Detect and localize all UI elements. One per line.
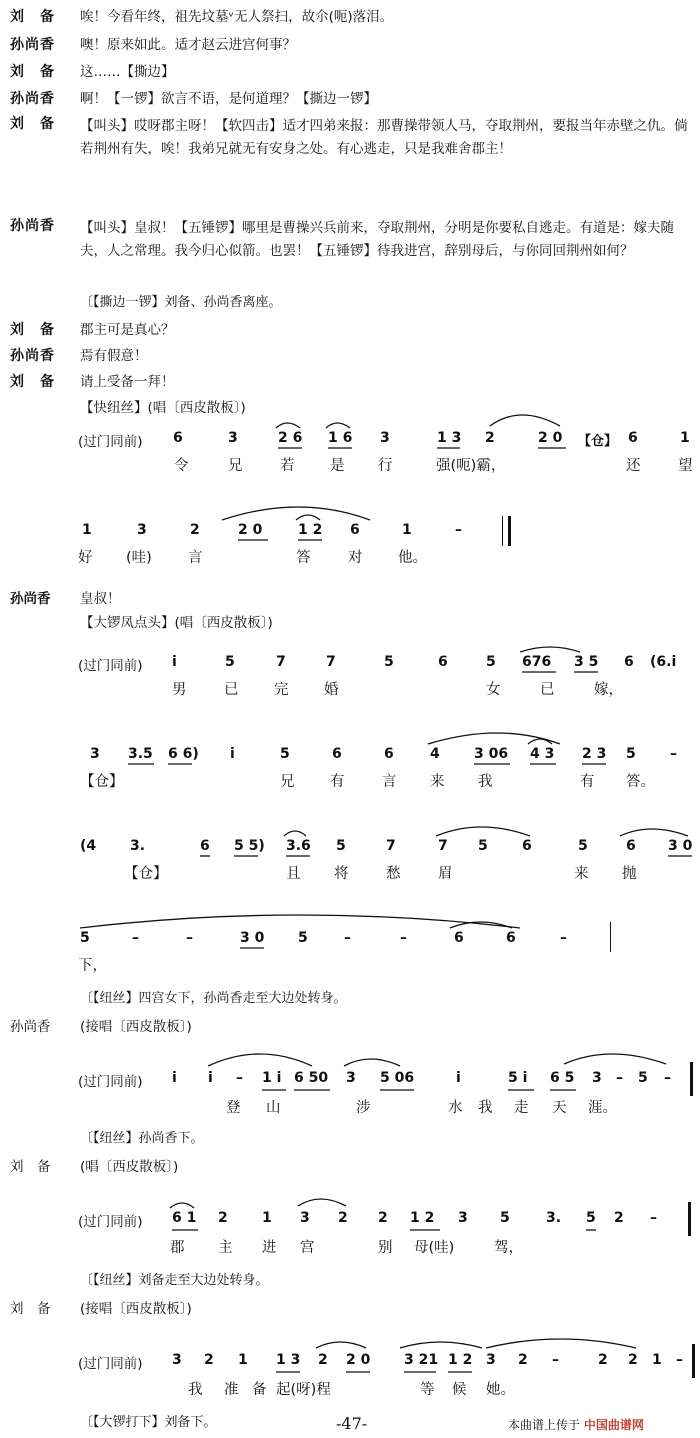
note: 5 — [578, 838, 588, 854]
note: 5 — [486, 654, 496, 670]
prelude-label: (过门同前) — [78, 1214, 143, 1230]
note: 5 — [280, 746, 290, 762]
speaker-name: 孙尚香 — [10, 348, 55, 364]
dialogue-line — [0, 321, 700, 341]
note: 3. — [546, 1210, 562, 1226]
lyric: 对 — [348, 550, 363, 566]
score-block-3 — [0, 1046, 700, 1126]
dialogue-line — [0, 347, 700, 367]
lyric: 抛 — [622, 866, 637, 882]
speaker-name-text: 孙尚香 — [10, 591, 51, 607]
lyric: 他。 — [398, 550, 427, 566]
lyric: 男 — [172, 682, 187, 698]
note: 5 — [638, 1070, 648, 1086]
note: 6 — [384, 746, 394, 762]
note: 3. — [130, 838, 146, 854]
score-block-4 — [0, 1188, 700, 1268]
speaker-name: 刘 备 — [10, 64, 55, 80]
note: 2 — [518, 1352, 528, 1368]
note: 3 0 — [668, 838, 693, 854]
note: 1 i — [262, 1070, 282, 1086]
note: 3 — [228, 430, 238, 446]
note: 3 5 — [574, 654, 599, 670]
note: 2 — [190, 522, 200, 538]
note: 2 — [628, 1352, 638, 1368]
note: 7 — [276, 654, 286, 670]
note: 3 — [346, 1070, 356, 1086]
stage-direction: 〔【纽丝】四宫女下，孙尚香走至大边处转身。 — [80, 991, 347, 1006]
lyric: 好 — [78, 550, 93, 566]
tune-heading: (接唱〔西皮散板〕) — [80, 1301, 192, 1317]
note: 2 — [204, 1352, 214, 1368]
lyric: 登 — [226, 1100, 241, 1116]
note: 3 0 — [240, 930, 265, 946]
lyric: 且 — [286, 866, 301, 882]
note: 2 — [338, 1210, 348, 1226]
tune-heading: 【快纽丝】(唱〔西皮散板〕) — [80, 400, 246, 416]
dialogue-text: 皇叔！ — [80, 591, 121, 607]
stage-direction: 〔【撕边一锣】刘备、孙尚香离座。 — [80, 295, 282, 310]
note: – — [670, 746, 677, 762]
lyric: 候 — [452, 1382, 467, 1398]
note: 6 — [438, 654, 448, 670]
tune-heading: (接唱〔西皮散板〕) — [80, 1019, 192, 1035]
dialogue-line — [0, 90, 700, 110]
speaker-name: 刘 备 — [10, 116, 55, 132]
lyric: 涉 — [356, 1100, 371, 1116]
prelude-label: (过门同前) — [78, 658, 143, 674]
note: 2 — [378, 1210, 388, 1226]
note: 5 — [500, 1210, 510, 1226]
note: 2 0 — [346, 1352, 371, 1368]
note: – — [560, 930, 567, 946]
note: 6 — [332, 746, 342, 762]
note: 1 — [402, 522, 412, 538]
note: 6 — [522, 838, 532, 854]
note: 6 — [350, 522, 360, 538]
lyric: 已 — [540, 682, 555, 698]
note: 1 — [262, 1210, 272, 1226]
note: 3 — [486, 1352, 496, 1368]
note: 6 — [626, 838, 636, 854]
lyric: 走 — [514, 1100, 529, 1116]
note: 3 — [380, 430, 390, 446]
note: 6 — [506, 930, 516, 946]
lyric: 望 — [678, 458, 693, 474]
slur-marks — [0, 1046, 700, 1126]
note: 1 3 — [276, 1352, 301, 1368]
tune-heading: (唱〔西皮散板〕) — [80, 1159, 179, 1175]
lyric: 【仓】 — [80, 774, 124, 790]
lyric: 答。 — [626, 774, 655, 790]
note: – — [552, 1352, 559, 1368]
note: 3 — [592, 1070, 602, 1086]
dialogue-text: 请上受备一拜！ — [80, 374, 175, 390]
source-note: 本曲谱上传于 — [508, 1418, 581, 1432]
note: – — [186, 930, 193, 946]
prelude-label: (过门同前) — [78, 1074, 143, 1090]
lyric: 有 — [330, 774, 345, 790]
note: 5 06 — [380, 1070, 415, 1086]
lyric: 备 — [252, 1382, 267, 1398]
note: – — [132, 930, 139, 946]
dialogue-text: 啊！【一锣】欲言不语，是何道理？【撕边一锣】 — [80, 91, 377, 107]
note: – — [400, 930, 407, 946]
dialogue-text: 噢！原来如此。适才赵云进宫何事？ — [80, 37, 296, 53]
lyric: 兄 — [280, 774, 295, 790]
lyric: 完 — [274, 682, 289, 698]
note: 3 — [172, 1352, 182, 1368]
source-credit — [508, 1416, 644, 1433]
note: 2 — [598, 1352, 608, 1368]
stage-direction: 〔【大锣打下】刘备下。 — [80, 1415, 217, 1430]
note: i — [230, 746, 235, 762]
note: 1 3 — [437, 430, 462, 446]
lyric: 主 — [218, 1240, 233, 1256]
note: 2 — [485, 430, 495, 446]
note: 5 — [626, 746, 636, 762]
note: (4 — [80, 838, 97, 854]
note: 5 — [225, 654, 235, 670]
slur-marks — [0, 1188, 700, 1268]
dialogue-text: 【叫头】皇叔！【五锤锣】哪里是曹操兴兵前来，夺取荆州，分明是你要私自逃走。有道是：嫁夫随夫，人之常理。我今归心似箭。也罢！【五锤锣】待我进宫，辞别母后，与你同回荆州如何？ — [80, 220, 674, 259]
note: 6 — [454, 930, 464, 946]
lyric: 言 — [382, 774, 397, 790]
note: 【仓】 — [578, 434, 618, 449]
note: 2 6 — [278, 430, 303, 446]
note: 3 — [90, 746, 100, 762]
note: – — [455, 522, 462, 538]
lyric: 答 — [296, 550, 311, 566]
note: 2 — [318, 1352, 328, 1368]
note: 6 1 — [172, 1210, 197, 1226]
lyric: 别 — [378, 1240, 393, 1256]
note: 676 — [522, 654, 552, 670]
lyric: 进 — [262, 1240, 277, 1256]
lyric: 我 — [478, 774, 493, 790]
note: 2 0 — [538, 430, 563, 446]
slur-marks — [0, 1330, 700, 1410]
note: 5 i — [508, 1070, 528, 1086]
lyric: 水 — [448, 1100, 463, 1116]
dialogue-line — [0, 63, 700, 83]
lyric: 行 — [378, 458, 393, 474]
lyric: 【仓】 — [124, 866, 168, 882]
lyric: 愁 — [386, 866, 401, 882]
lyric: 来 — [574, 866, 589, 882]
lyric: 天 — [552, 1100, 567, 1116]
note: 5 — [336, 838, 346, 854]
note: 3.5 — [128, 746, 153, 762]
lyric: 强(呃)霸， — [436, 458, 506, 474]
dialogue-text: 【叫头】哎呀郡主呀！【软四击】适才四弟来报：那曹操带领人马，夺取荆州，要报当年赤壁之仇。倘若荆州有失，唉！我弟兄就无有安身之处。有心逃走，只是我难舍郡主！ — [80, 118, 688, 157]
lyric: 眉 — [438, 866, 453, 882]
score-block-5 — [0, 1330, 700, 1410]
note: 3 — [300, 1210, 310, 1226]
note: 4 3 — [530, 746, 555, 762]
note: 5 — [478, 838, 488, 854]
page-number: -47- — [336, 1414, 368, 1433]
note: 3 — [137, 522, 147, 538]
note: 1 — [680, 430, 690, 446]
note: 6 5 — [550, 1070, 575, 1086]
slur-marks — [0, 640, 700, 980]
lyric: 还 — [626, 458, 641, 474]
note: i — [172, 1070, 177, 1086]
note: 6 50 — [294, 1070, 329, 1086]
lyric: 有 — [580, 774, 595, 790]
lyric: 我 — [188, 1382, 203, 1398]
lyric: 若 — [280, 458, 295, 474]
lyric: 山 — [266, 1100, 281, 1116]
lyric: 婚 — [324, 682, 339, 698]
speaker-name: 刘 备 — [10, 374, 55, 390]
note: 1 2 — [298, 522, 323, 538]
note: 1 2 — [448, 1352, 473, 1368]
dialogue-line — [0, 8, 700, 28]
note: – — [650, 1210, 657, 1226]
lyric: 起(呀)程 — [276, 1382, 331, 1398]
note: 3 — [458, 1210, 468, 1226]
dialogue-text: 焉有假意！ — [80, 348, 148, 364]
lyric: 等 — [420, 1382, 435, 1398]
note: 7 — [438, 838, 448, 854]
note: (6.i — [650, 654, 677, 670]
lyric: 来 — [430, 774, 445, 790]
dialogue-line — [0, 115, 700, 185]
note: 1 2 — [410, 1210, 435, 1226]
dialogue-text: 唉！今看年终，祖先坟墓ᵛ无人祭扫，故尒(呃)落泪。 — [80, 9, 394, 25]
lyric: 令 — [174, 458, 189, 474]
lyric: 宫 — [300, 1240, 315, 1256]
lyric: 已 — [224, 682, 239, 698]
speaker-name: 孙尚香 — [10, 1019, 51, 1035]
note: 5 — [298, 930, 308, 946]
note: 3 21 — [404, 1352, 439, 1368]
dialogue-line — [0, 217, 700, 287]
site-logo[interactable]: 中国曲谱网 — [583, 1418, 644, 1432]
note: 5 5) — [234, 838, 265, 854]
note: 2 — [614, 1210, 624, 1226]
lyric: 下， — [78, 958, 107, 974]
lyric: (哇) — [126, 550, 152, 566]
note: 6 — [628, 430, 638, 446]
note: 1 6 — [328, 430, 353, 446]
note: 7 — [386, 838, 396, 854]
lyric: 她。 — [486, 1382, 515, 1398]
note: – — [616, 1070, 623, 1086]
note: 2 3 — [582, 746, 607, 762]
lyric: 女 — [486, 682, 501, 698]
prelude-label: (过门同前) — [78, 1356, 143, 1372]
stage-direction: 〔【纽丝】刘备走至大边处转身。 — [80, 1273, 269, 1288]
prelude-label: (过门同前) — [78, 434, 143, 450]
tune-heading: 【大锣凤点头】(唱〔西皮散板〕) — [80, 615, 273, 631]
dialogue-line — [0, 36, 700, 56]
speaker-name: 刘 备 — [10, 322, 55, 338]
note: – — [344, 930, 351, 946]
lyric: 驾， — [494, 1240, 523, 1256]
note: – — [676, 1352, 683, 1368]
note: 6 — [200, 838, 210, 854]
note: 2 0 — [238, 522, 263, 538]
lyric: 嫁， — [594, 682, 623, 698]
note: 6 — [624, 654, 634, 670]
score-block-1 — [0, 420, 700, 580]
note: – — [664, 1070, 671, 1086]
note: 1 — [82, 522, 92, 538]
lyric: 将 — [334, 866, 349, 882]
note: 6 — [173, 430, 183, 446]
lyric: 我 — [478, 1100, 493, 1116]
note: i — [208, 1070, 213, 1086]
note: 1 — [238, 1352, 248, 1368]
speaker-name: 孙尚香 — [10, 218, 55, 234]
note: 3 06 — [474, 746, 509, 762]
speaker-name: 刘 备 — [10, 1301, 51, 1317]
lyric: 兄 — [228, 458, 243, 474]
note: i — [456, 1070, 461, 1086]
note: – — [236, 1070, 243, 1086]
note: 5 — [586, 1210, 596, 1226]
note: 5 — [384, 654, 394, 670]
dialogue-line — [0, 373, 700, 393]
lyric: 准 — [224, 1382, 239, 1398]
dialogue-text: 这……【撕边】 — [80, 64, 175, 80]
note: 7 — [326, 654, 336, 670]
speaker-name: 刘 备 — [10, 9, 55, 25]
lyric: 郡 — [170, 1240, 185, 1256]
speaker-name — [10, 590, 121, 608]
lyric: 母(哇) — [414, 1240, 455, 1256]
note: 5 — [80, 930, 90, 946]
note: 2 — [218, 1210, 228, 1226]
speaker-name: 刘 备 — [10, 1159, 51, 1175]
note: i — [172, 654, 177, 670]
note: 1 — [652, 1352, 662, 1368]
speaker-name: 孙尚香 — [10, 91, 55, 107]
stage-direction: 〔【纽丝】孙尚香下。 — [80, 1131, 204, 1146]
speaker-name: 孙尚香 — [10, 37, 55, 53]
note: 6 6) — [168, 746, 199, 762]
score-block-2 — [0, 640, 700, 980]
lyric: 涯。 — [588, 1100, 617, 1116]
lyric: 是 — [330, 458, 345, 474]
note: 3.6 — [286, 838, 311, 854]
slur-marks — [0, 420, 700, 580]
lyric: 言 — [188, 550, 203, 566]
dialogue-text: 郡主可是真心？ — [80, 322, 175, 338]
note: 4 — [430, 746, 440, 762]
